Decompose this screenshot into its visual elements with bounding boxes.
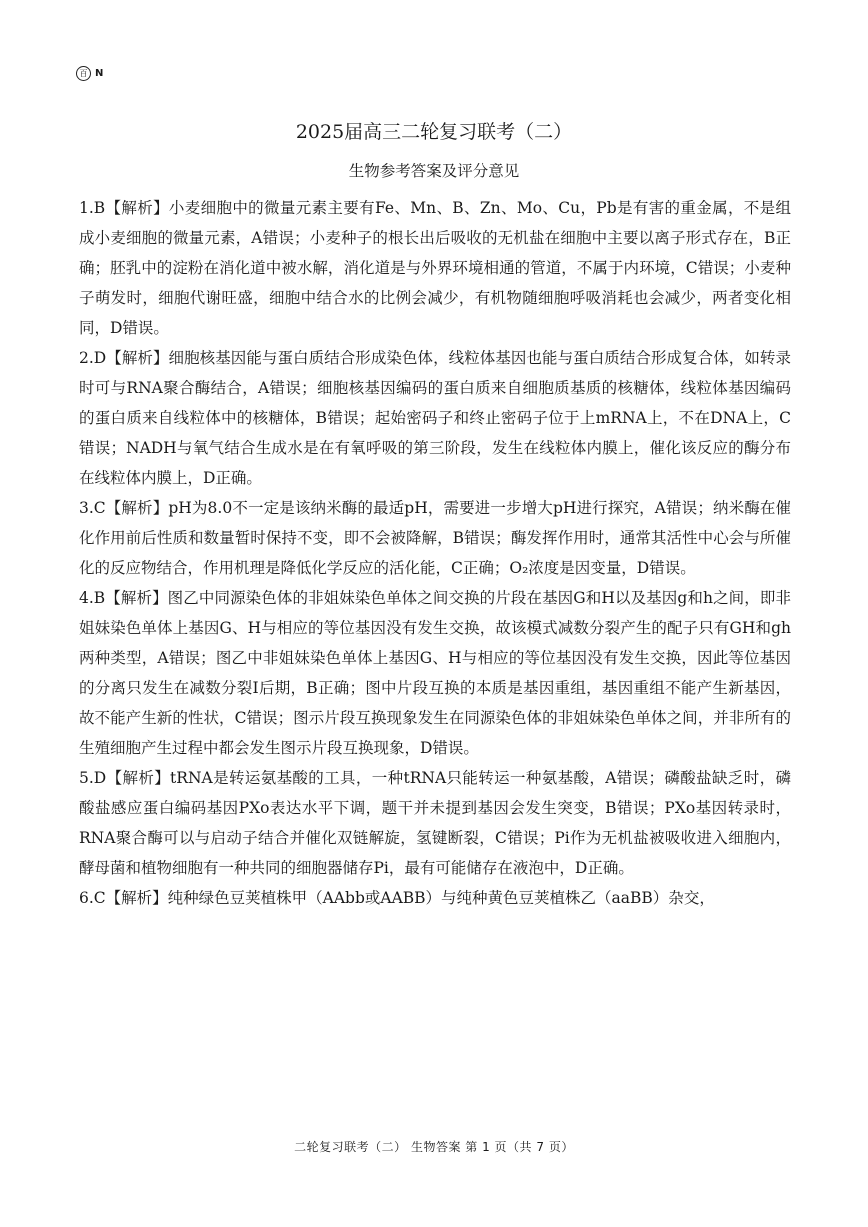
page-footer: 二轮复习联考（二） 生物答案 第 1 页（共 7 页） — [294, 1140, 574, 1154]
answer-item-5: 5.D【解析】tRNA是转运氨基酸的工具，一种tRNA只能转运一种氨基酸，A错误；磷酸盐缺乏时，磷酸盐感应蛋白编码基因PXo表达水平下调，题干并未提到基因会发生突变，B错误；PXo基因转录时，RNA聚合酶可以与启动子结合并催化双链解旋，氢键断裂，C错误；Pi作为无机盐被吸收进入细胞内，酵母菌和植物细胞有一种共同的细胞器储存Pi，最有可能储存在液泡中，D正确。 — [79, 769, 791, 877]
page-title: 2025届高三二轮复习联考（二） — [295, 121, 573, 143]
answer-list — [79, 193, 791, 913]
answer-item-3: 3.C【解析】pH为8.0不一定是该纳米酶的最适pH，需要进一步增大pH进行探究，A错误；纳米酶在催化作用前后性质和数量暂时保持不变，即不会被降解，B错误；酶发挥作用时，通常其活性中心会与所催化的反应物结合，作用机理是降低化学反应的活化能，C正确；O₂浓度是因变量，D错误。 — [79, 499, 791, 577]
page-subtitle: 生物参考答案及评分意见 — [348, 162, 520, 180]
logo-mark-icon: 百 — [76, 66, 91, 81]
logo-letter: N — [95, 67, 104, 79]
answer-item-1: 1.B【解析】小麦细胞中的微量元素主要有Fe、Mn、B、Zn、Mo、Cu，Pb是有害的重金属，不是组成小麦细胞的微量元素，A错误；小麦种子的根长出后吸收的无机盐在细胞中主要以离子形式存在，B正确；胚乳中的淀粉在消化道中被水解，消化道是与外界环境相通的管道，不属于内环境，C错误；小麦种子萌发时，细胞代谢旺盛，细胞中结合水的比例会减少，有机物随细胞呼吸消耗也会减少，两者变化相同，D错误。 — [79, 199, 791, 337]
publisher-logo — [76, 64, 103, 82]
answer-item-2: 2.D【解析】细胞核基因能与蛋白质结合形成染色体，线粒体基因也能与蛋白质结合形成复合体，如转录时可与RNA聚合酶结合，A错误；细胞核基因编码的蛋白质来自细胞质基质的核糖体，线粒体基因编码的蛋白质来自线粒体中的核糖体，B错误；起始密码子和终止密码子位于上mRNA上，不在DNA上，C错误；NADH与氧气结合生成水是在有氧呼吸的第三阶段，发生在线粒体内膜上，催化该反应的酶分布在线粒体内膜上，D正确。 — [79, 349, 791, 487]
answer-item-4: 4.B【解析】图乙中同源染色体的非姐妹染色单体之间交换的片段在基因G和H以及基因g和h之间，即非姐妹染色单体上基因G、H与相应的等位基因没有发生交换，故该模式减数分裂产生的配子只有GH和gh两种类型，A错误；图乙中非姐妹染色单体上基因G、H与相应的等位基因没有发生交换，因此等位基因的分离只发生在减数分裂Ⅰ后期，B正确；图中片段互换的本质是基因重组，基因重组不能产生新基因，故不能产生新的性状，C错误；图示片段互换现象发生在同源染色体的非姐妹染色单体之间，并非所有的生殖细胞产生过程中都会发生图示片段互换现象，D错误。 — [79, 589, 791, 757]
answer-item-6: 6.C【解析】纯种绿色豆荚植株甲（AAbb或AABB）与纯种黄色豆荚植株乙（aaBB）杂交， — [79, 889, 715, 907]
